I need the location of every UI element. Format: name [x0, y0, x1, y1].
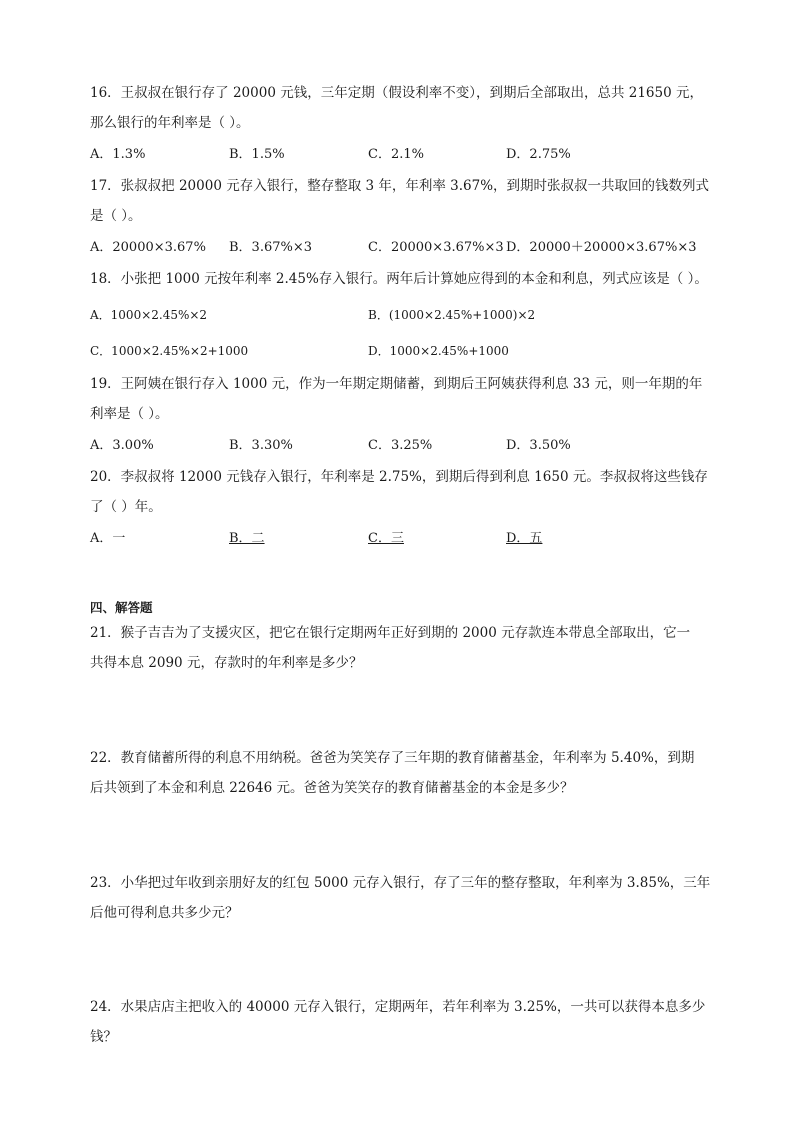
q21-line2: 共得本息 2090 元，存款时的年利率是多少？: [90, 655, 363, 671]
q18-option-a: A．1000×2.45%×2: [90, 308, 208, 322]
q19-option-d: D．3.50%: [506, 438, 571, 453]
q17-option-b: B．3.67%×3: [229, 240, 313, 255]
q20-line2: 了（ ）年。: [90, 499, 162, 515]
q23-line1: 23．小华把过年收到亲朋好友的红包 5000 元存入银行，存了三年的整存整取，年利率为 3.85%，三年: [90, 875, 711, 891]
q16-option-c: C．2.1%: [368, 147, 424, 162]
q17-line2: 是（ ）。: [90, 208, 142, 224]
q19-option-b: B．3.30%: [229, 438, 293, 453]
q20-option-b: B．二: [229, 531, 265, 546]
q16-option-b: B．1.5%: [229, 147, 285, 162]
q20-option-c: C．三: [368, 531, 404, 546]
q16-option-a: A．1.3%: [90, 147, 146, 162]
q18-option-b: B．(1000×2.45%+1000)×2: [368, 308, 536, 322]
section-heading-answers: 四、解答题: [90, 600, 153, 615]
q18-option-d: D．1000×2.45%+1000: [368, 344, 509, 358]
q19-option-c: C．3.25%: [368, 438, 433, 453]
q17-option-c: C．20000×3.67%×3: [368, 240, 504, 255]
q18-option-c: C．1000×2.45%×2+1000: [90, 344, 249, 358]
q22-line2: 后共领到了本金和利息 22646 元。爸爸为笑笑存的教育储蓄基金的本金是多少？: [90, 780, 574, 796]
q23-line2: 后他可得利息共多少元？: [90, 905, 239, 921]
q20-option-a: A．一: [90, 531, 126, 546]
q18-line1: 18．小张把 1000 元按年利率 2.45%存入银行。两年后计算她应得到的本金和利息，列式应该是（ ）。: [90, 271, 708, 287]
q17-line1: 17．张叔叔把 20000 元存入银行，整存整取 3 年，年利率 3.67%，到期时张叔叔一共取回的钱数列式: [90, 178, 710, 194]
q17-option-d: D．20000＋20000×3.67%×3: [506, 240, 697, 255]
q19-option-a: A．3.00%: [90, 438, 154, 453]
q17-option-a: A．20000×3.67%: [90, 240, 206, 255]
q22-line1: 22．教育储蓄所得的利息不用纳税。爸爸为笑笑存了三年期的教育储蓄基金，年利率为 5.40%，到期: [90, 750, 695, 766]
q16-line1: 16．王叔叔在银行存了 20000 元钱，三年定期（假设利率不变），到期后全部取出，总共 21650 元，: [90, 85, 703, 101]
q21-line1: 21．猴子吉吉为了支援灾区，把它在银行定期两年正好到期的 2000 元存款连本带息全部取出，它一: [90, 625, 691, 641]
q19-line2: 利率是（ ）。: [90, 406, 169, 422]
q16-option-d: D．2.75%: [506, 147, 571, 162]
q20-line1: 20．李叔叔将 12000 元钱存入银行，年利率是 2.75%，到期后得到利息 1650 元。李叔叔将这些钱存: [90, 469, 708, 485]
q16-line2: 那么银行的年利率是（ ）。: [90, 115, 250, 131]
q24-line1: 24．水果店店主把收入的 40000 元存入银行，定期两年，若年利率为 3.25%，一共可以获得本息多少: [90, 999, 706, 1015]
q19-line1: 19．王阿姨在银行存入 1000 元，作为一年期定期储蓄，到期后王阿姨获得利息 33 元，则一年期的年: [90, 376, 703, 392]
q20-option-d: D．五: [506, 531, 543, 546]
q24-line2: 钱？: [90, 1029, 117, 1045]
